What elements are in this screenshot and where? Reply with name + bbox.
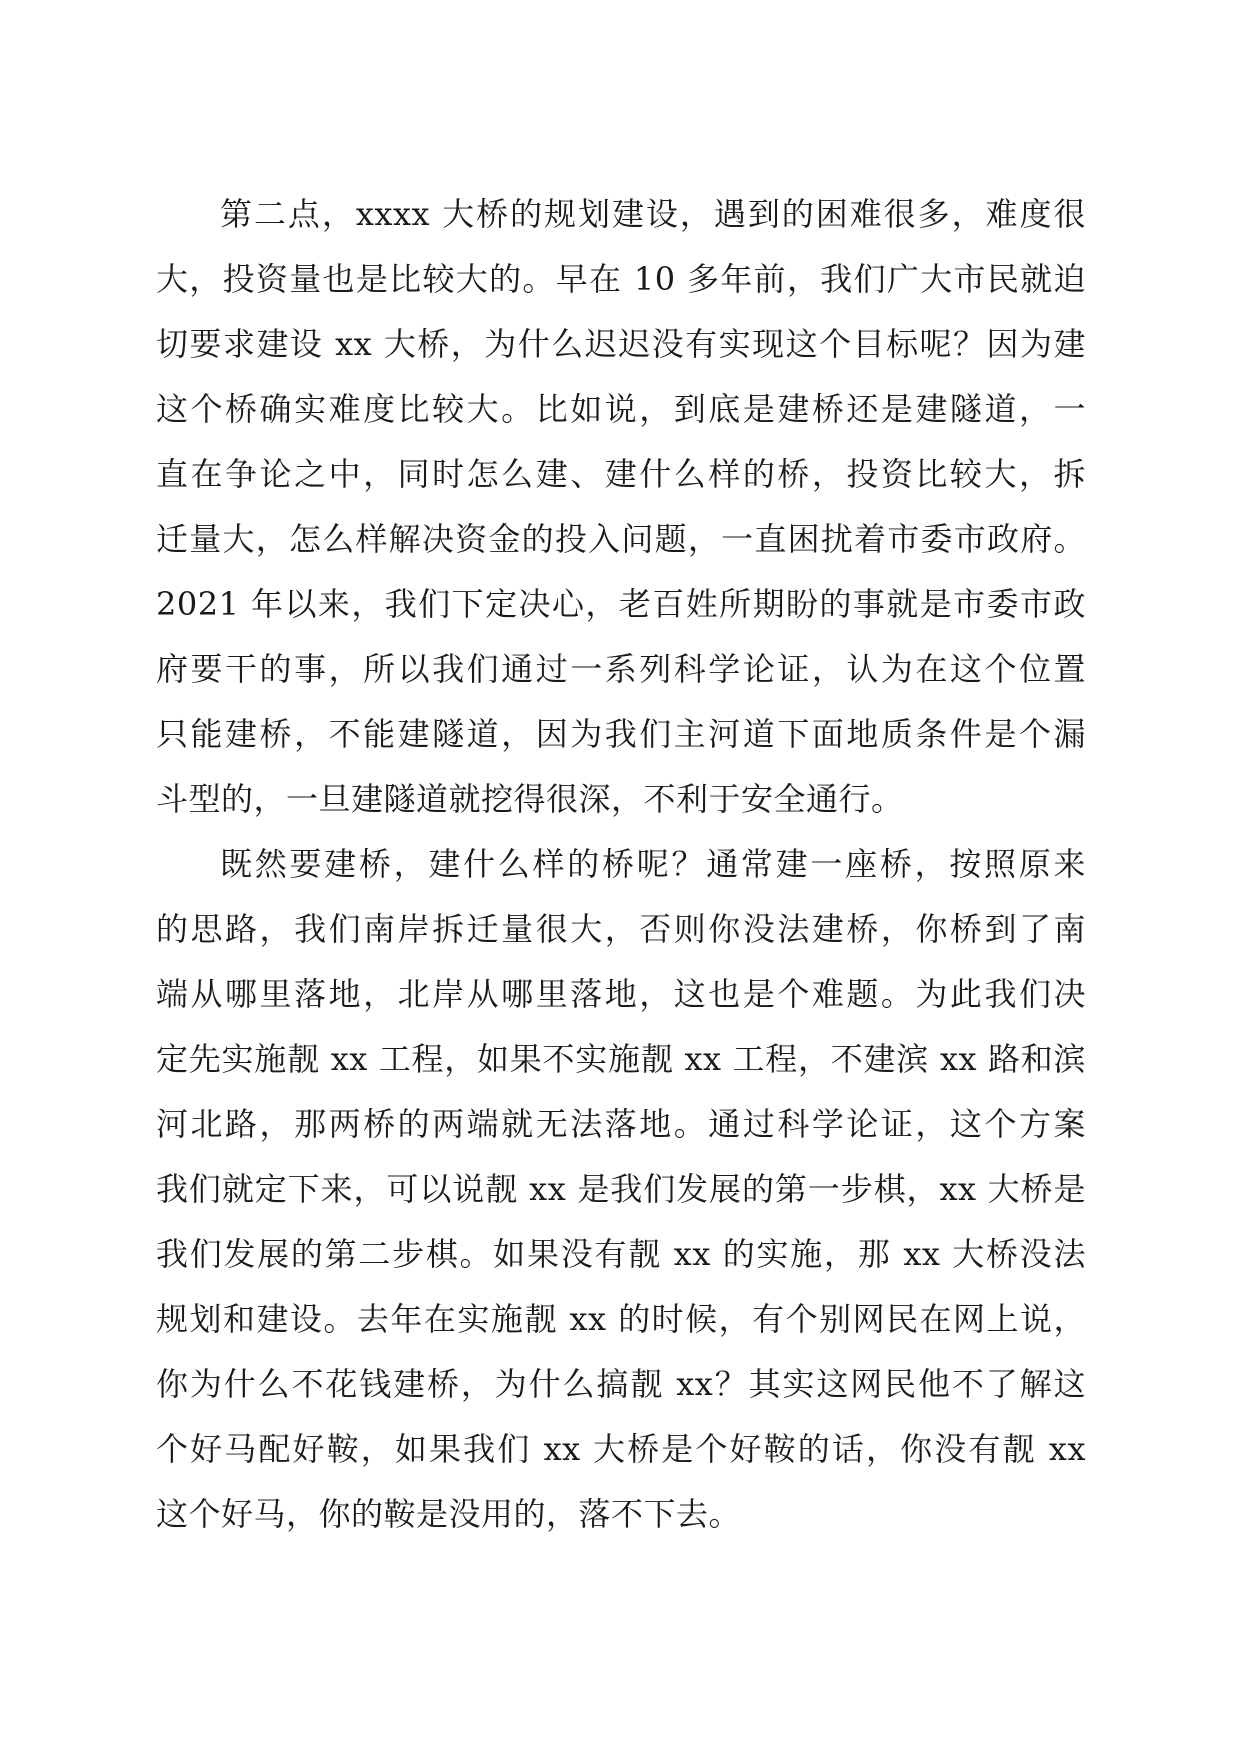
paragraph-line: 我们就定下来，可以说靓 xx 是我们发展的第一步棋，xx 大桥是 [156, 1170, 1086, 1208]
paragraph-line: 2021 年以来，我们下定决心，老百姓所期盼的事就是市委市政 [156, 585, 1086, 623]
document-body [156, 182, 1086, 1547]
paragraph-2 [156, 832, 1086, 1547]
paragraph-line: 的思路，我们南岸拆迁量很大，否则你没法建桥，你桥到了南 [156, 910, 1086, 948]
paragraph-line: 直在争论之中，同时怎么建、建什么样的桥，投资比较大，拆 [156, 455, 1086, 493]
paragraph-line: 你为什么不花钱建桥，为什么搞靓 xx？其实这网民他不了解这 [156, 1365, 1086, 1403]
paragraph-line: 河北路，那两桥的两端就无法落地。通过科学论证，这个方案 [156, 1105, 1086, 1143]
paragraph-line: 迁量大，怎么样解决资金的投入问题，一直困扰着市委市政府。 [156, 520, 1086, 558]
paragraph-line: 大，投资量也是比较大的。早在 10 多年前，我们广大市民就迫 [156, 260, 1086, 298]
paragraph-line: 切要求建设 xx 大桥，为什么迟迟没有实现这个目标呢？因为建 [156, 325, 1086, 363]
paragraph-line: 既然要建桥，建什么样的桥呢？通常建一座桥，按照原来 [220, 845, 1086, 883]
paragraph-line: 府要干的事，所以我们通过一系列科学论证，认为在这个位置 [156, 650, 1086, 688]
paragraph-line: 规划和建设。去年在实施靓 xx 的时候，有个别网民在网上说， [156, 1300, 1086, 1338]
paragraph-line: 这个桥确实难度比较大。比如说，到底是建桥还是建隧道，一 [156, 390, 1086, 428]
paragraph-line: 我们发展的第二步棋。如果没有靓 xx 的实施，那 xx 大桥没法 [156, 1235, 1086, 1273]
paragraph-line: 斗型的，一旦建隧道就挖得很深，不利于安全通行。 [156, 780, 904, 818]
paragraph-line: 个好马配好鞍，如果我们 xx 大桥是个好鞍的话，你没有靓 xx [156, 1430, 1086, 1468]
paragraph-line: 这个好马，你的鞍是没用的，落不下去。 [156, 1495, 742, 1533]
paragraph-line: 只能建桥，不能建隧道，因为我们主河道下面地质条件是个漏 [156, 715, 1086, 753]
paragraph-line: 定先实施靓 xx 工程，如果不实施靓 xx 工程，不建滨 xx 路和滨 [156, 1040, 1086, 1078]
paragraph-line: 第二点，xxxx 大桥的规划建设，遇到的困难很多，难度很 [220, 195, 1086, 233]
paragraph-1 [156, 182, 1086, 832]
paragraph-line: 端从哪里落地，北岸从哪里落地，这也是个难题。为此我们决 [156, 975, 1086, 1013]
